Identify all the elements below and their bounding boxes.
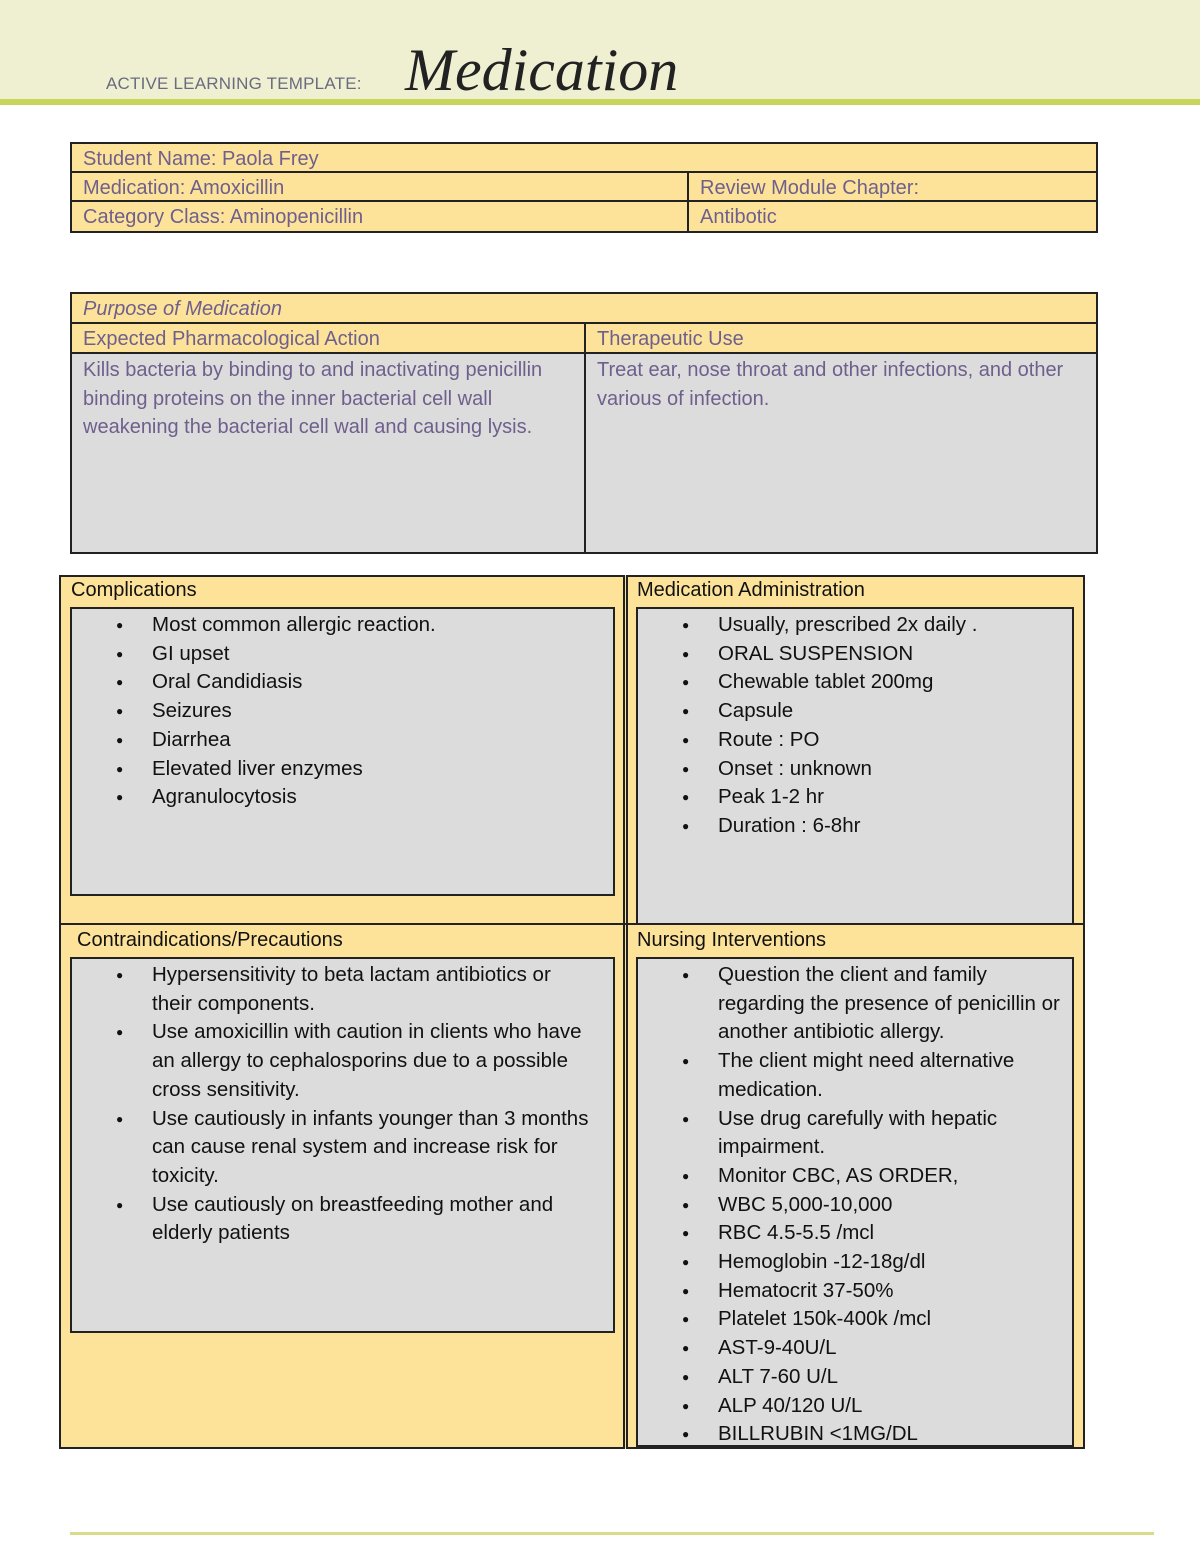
complications-item: ● GI upset [72, 640, 613, 669]
use-label: Therapeutic Use [584, 322, 1098, 354]
administration-item: ● Route : PO [638, 726, 1072, 755]
nursing-item: ● RBC 4.5-5.5 /mcl [638, 1219, 1062, 1248]
contraindications-item: ● Use cautiously on breastfeeding mother and elderly patients [72, 1191, 593, 1248]
complications-item: ● Oral Candidiasis [72, 668, 613, 697]
complications-item: ● Diarrhea [72, 726, 613, 755]
administration-item: ● ORAL SUSPENSION [638, 640, 1072, 669]
nursing-item: ● The client might need alternative medication. [638, 1047, 1062, 1104]
page-title: Medication [405, 37, 679, 103]
nursing-item: ● WBC 5,000-10,000 [638, 1191, 1062, 1220]
nursing-item: ● ALP 40/120 U/L [638, 1392, 1062, 1421]
contraindications-item: ● Use amoxicillin with caution in clients who have an allergy to cephalosporins due to a possible cross sensitivity. [72, 1018, 593, 1104]
nursing-item: ● Platelet 150k-400k /mcl [638, 1305, 1062, 1334]
complications-item: ● Agranulocytosis [72, 783, 613, 812]
contraindications-box [70, 957, 615, 1333]
contraindications-item: ● Use cautiously in infants younger than 3 months can cause renal system and increase risk for toxicity. [72, 1105, 593, 1191]
nursing-box [636, 957, 1074, 1447]
administration-item: ● Usually, prescribed 2x daily . [638, 611, 1072, 640]
complications-title: Complications [71, 579, 197, 601]
nursing-item: ● Monitor CBC, AS ORDER, [638, 1162, 1062, 1191]
complications-box [70, 607, 615, 896]
contraindications-item: ● Hypersensitivity to beta lactam antibiotics or their components. [72, 961, 593, 1018]
nursing-title: Nursing Interventions [637, 929, 826, 951]
action-label: Expected Pharmacological Action [70, 322, 586, 354]
grid-vertical-divider [623, 575, 628, 1449]
student-name: Student Name: Paola Frey [70, 142, 1098, 173]
action-text: Kills bacteria by binding to and inactivating penicillin binding proteins on the inner bacterial cell wall weakening the bacterial cell wall and causing lysis. [70, 352, 586, 554]
nursing-item: ● Hemoglobin -12-18g/dl [638, 1248, 1062, 1277]
complications-item: ● Most common allergic reaction. [72, 611, 613, 640]
nursing-item: ● Hematocrit 37-50% [638, 1277, 1062, 1306]
use-text: Treat ear, nose throat and other infections, and other various of infection. [584, 352, 1098, 554]
administration-box [636, 607, 1074, 925]
nursing-item: ● Question the client and family regarding the presence of penicillin or another antibiotic allergy. [638, 961, 1062, 1047]
medication-name: Medication: Amoxicillin [70, 171, 689, 202]
administration-item: ● Onset : unknown [638, 755, 1072, 784]
category-value: Antibotic [687, 200, 1098, 233]
nursing-item: ● BILLRUBIN <1MG/DL [638, 1420, 1062, 1449]
administration-item: ● Chewable tablet 200mg [638, 668, 1072, 697]
nursing-item: ● Use drug carefully with hepatic impairment. [638, 1105, 1062, 1162]
administration-item: ● Peak 1-2 hr [638, 783, 1072, 812]
administration-item: ● Capsule [638, 697, 1072, 726]
administration-item: ● Duration : 6-8hr [638, 812, 1072, 841]
purpose-title: Purpose of Medication [70, 292, 1098, 324]
nursing-item: ● AST-9-40U/L [638, 1334, 1062, 1363]
footer-line [70, 1532, 1154, 1535]
complications-item: ● Elevated liver enzymes [72, 755, 613, 784]
review-module: Review Module Chapter: [687, 171, 1098, 202]
complications-item: ● Seizures [72, 697, 613, 726]
administration-title: Medication Administration [637, 579, 865, 601]
template-label: ACTIVE LEARNING TEMPLATE: [106, 74, 362, 93]
contraindications-title: Contraindications/Precautions [77, 929, 343, 951]
nursing-item: ● ALT 7-60 U/L [638, 1363, 1062, 1392]
category-class: Category Class: Aminopenicillin [70, 200, 689, 233]
